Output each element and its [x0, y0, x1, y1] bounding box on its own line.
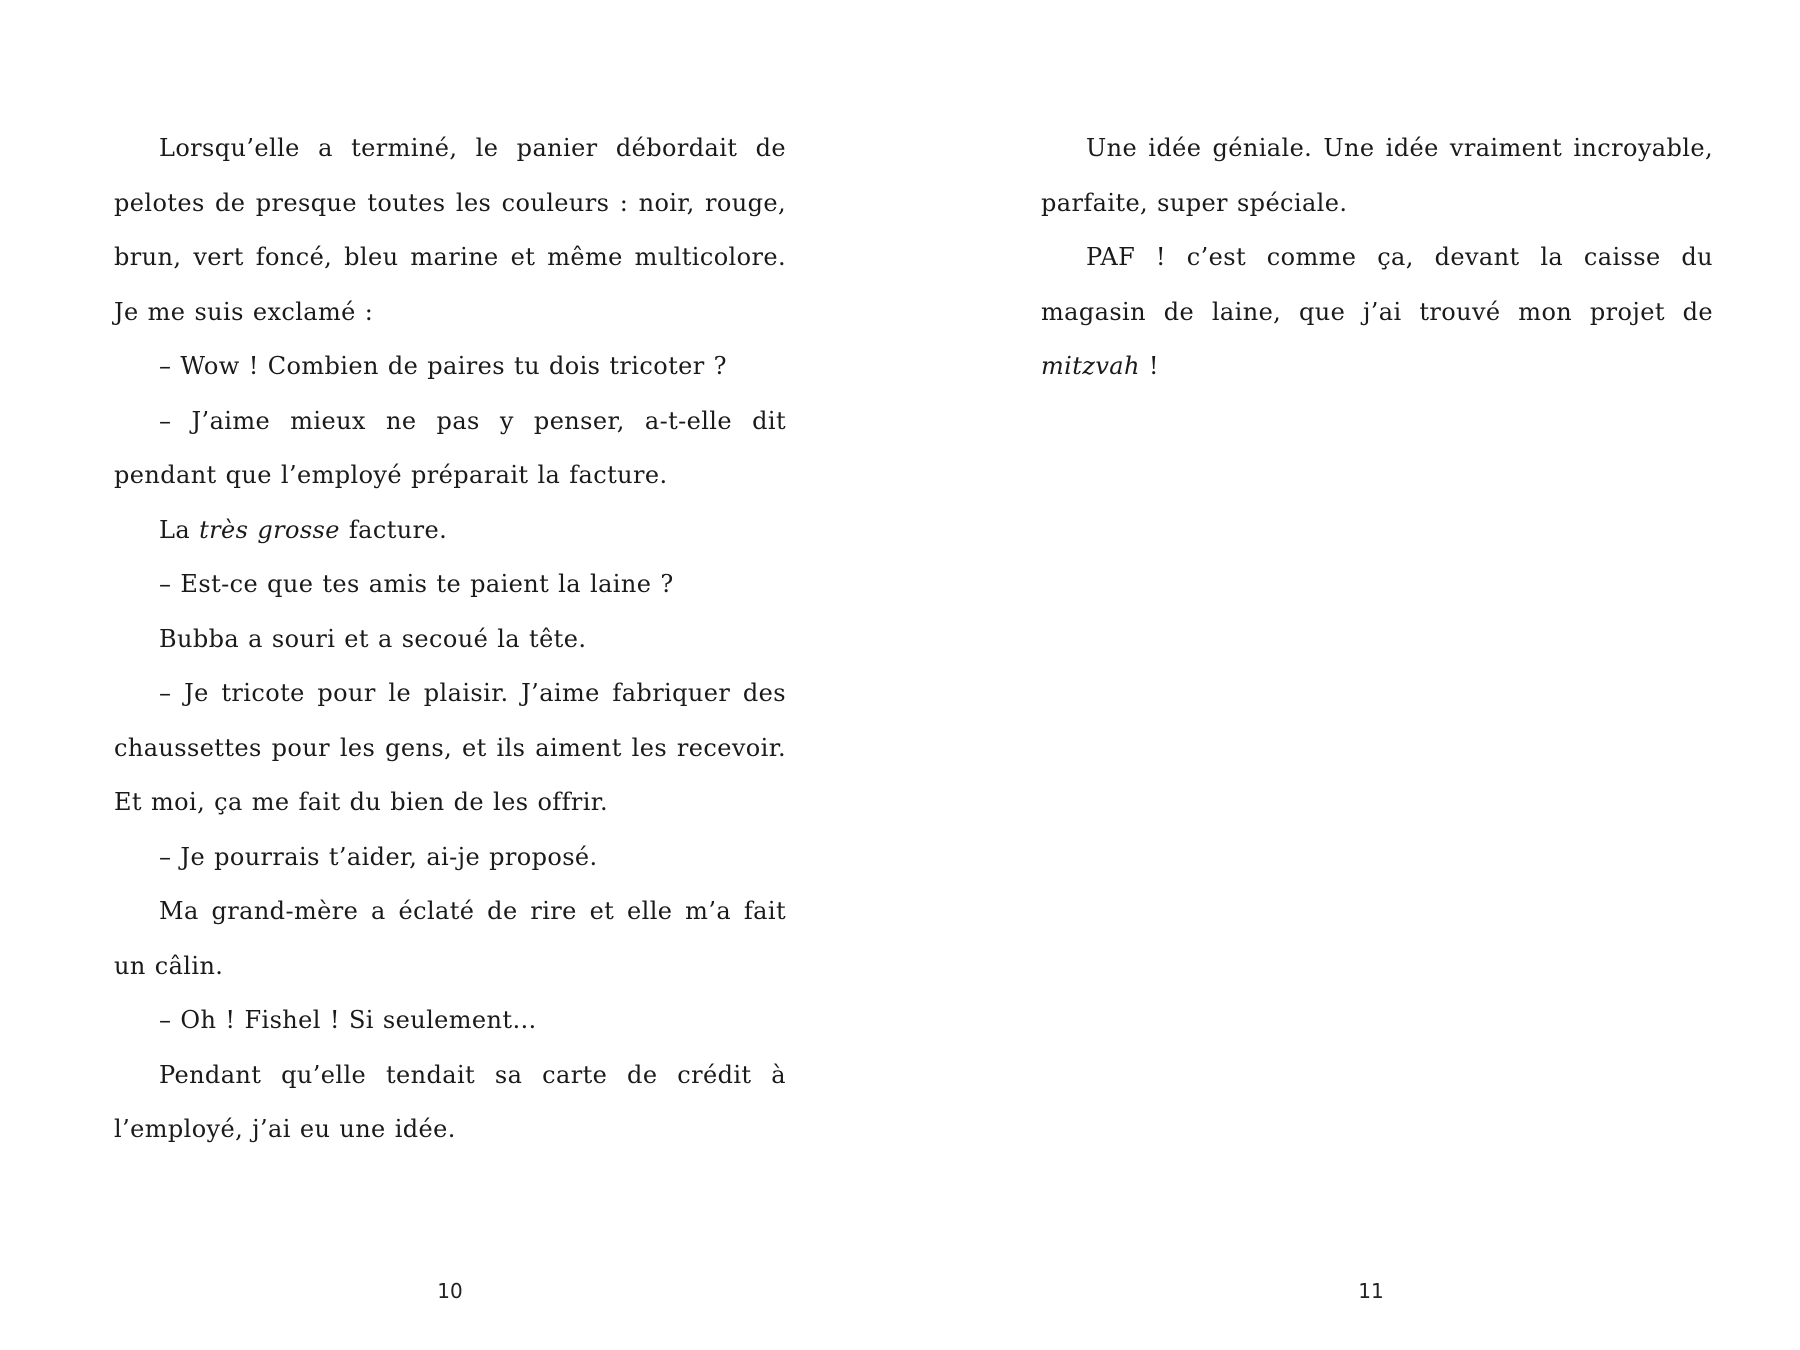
paragraph-text: La	[159, 515, 200, 544]
page-number: 10	[437, 1279, 463, 1303]
paragraph	[114, 503, 786, 558]
paragraph: Ma grand-mère a éclaté de rire et elle m’a fait un câlin.	[114, 897, 786, 980]
italic-text: mitzvah	[1041, 352, 1140, 380]
paragraph	[1041, 230, 1713, 394]
paragraph: – Je pourrais t’aider, ai-je proposé.	[159, 842, 598, 871]
paragraph-text: facture.	[339, 515, 448, 544]
paragraph: – J’aime mieux ne pas y penser, a-t-elle dit pendant que l’employé préparait la facture.	[114, 406, 786, 489]
paragraph: – Est-ce que tes amis te paient la laine ?	[159, 570, 674, 598]
paragraph-text: !	[1139, 352, 1159, 380]
paragraph: Bubba a souri et a secoué la tête.	[159, 624, 587, 653]
paragraph: Lorsqu’elle a terminé, le panier débordait de pelotes de presque toutes les couleurs : noir, rouge, brun, vert foncé, bleu marine et même multicolore. Je me suis exclamé :	[114, 134, 786, 326]
left-page-text	[114, 121, 786, 1157]
paragraph-text: PAF ! c’est comme ça, devant la caisse du magasin de laine, que j’ai trouvé mon projet de	[1041, 243, 1713, 326]
paragraph: Une idée géniale. Une idée vraiment incroyable, parfaite, super spéciale.	[1041, 134, 1713, 217]
paragraph: – Je tricote pour le plaisir. J’aime fabriquer des chaussettes pour les gens, et ils aiment les recevoir. Et moi, ça me fait du bien de les offrir.	[114, 679, 786, 816]
italic-text: très grosse	[199, 515, 340, 544]
right-page	[900, 0, 1800, 1350]
paragraph: Pendant qu’elle tendait sa carte de crédit à l’employé, j’ai eu une idée.	[114, 1060, 786, 1143]
page-number: 11	[1358, 1279, 1384, 1303]
paragraph: – Wow ! Combien de paires tu dois tricoter ?	[159, 352, 727, 380]
right-page-text	[1041, 121, 1713, 394]
paragraph: – Oh ! Fishel ! Si seulement…	[159, 1006, 537, 1034]
